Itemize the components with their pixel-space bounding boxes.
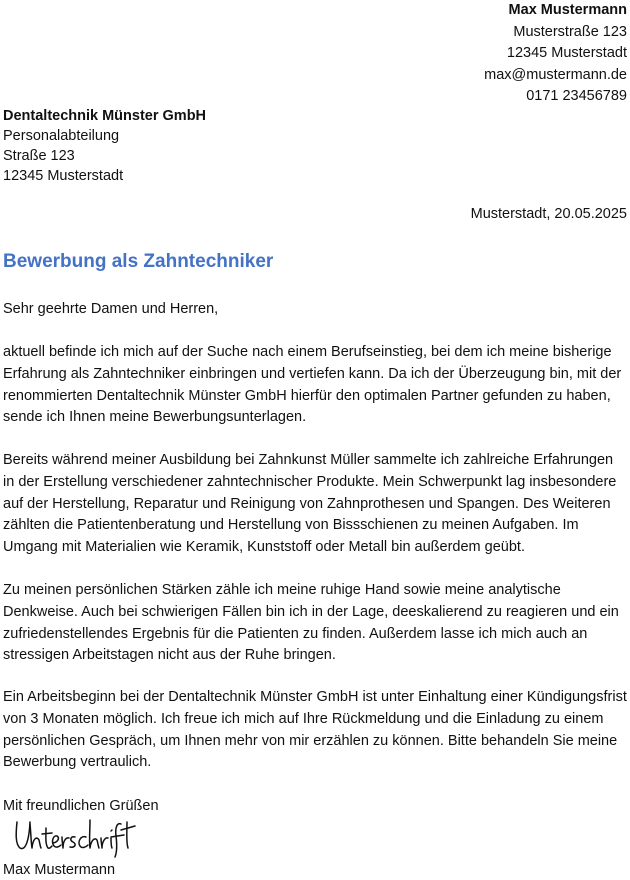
recipient-company: Dentaltechnik Münster GmbH — [3, 108, 207, 124]
letter-subject: Bewerbung als Zahntechniker — [3, 251, 274, 272]
sender-street: Musterstraße 123 — [513, 23, 627, 40]
recipient-department: Personalabteilung — [3, 128, 120, 144]
closing-greeting: Mit freundlichen Grüßen — [3, 798, 159, 814]
sender-email: max@mustermann.de — [484, 66, 627, 83]
body-paragraph-3: Zu meinen persönlichen Stärken zähle ich meine ruhige Hand sowie meine analytische Denkweise. Auch bei schwierigen Fällen bin ich in der Lage, deeskalierend zu reagieren und ein zufriedenstellendes Ergebnis für die Patienten zu finden. Außerdem lasse ich mich auch an stressigen Arbeitstagen nicht aus der Ruhe bringen. — [3, 582, 619, 664]
letter-date: Musterstadt, 20.05.2025 — [470, 206, 627, 222]
sender-address-block — [484, 0, 627, 108]
recipient-city: 12345 Musterstadt — [3, 168, 124, 184]
sender-city: 12345 Musterstadt — [506, 45, 627, 62]
body-paragraph-1: aktuell befinde ich mich auf der Suche nach einem Berufseinstieg, bei dem ich meine bisherige Erfahrung als Zahntechniker einbringen und vertiefen kann. Da ich der Überzeugung bin, mit der renommierten Dentaltechnik Münster GmbH hierfür den optimalen Partner gefunden zu haben, sende ich Ihnen meine Bewerbungsunterlagen. — [3, 344, 622, 426]
body-paragraph-4: Ein Arbeitsbeginn bei der Dentaltechnik Münster GmbH ist unter Einhaltung einer Kündigungsfrist von 3 Monaten möglich. Ich freue ich mich auf Ihre Rückmeldung und die Einladung zu einem persönlichen Gespräch, um Ihnen mehr von mir erzählen zu können. Bitte behandeln Sie meine Bewerbung vertraulich. — [3, 689, 627, 771]
salutation: Sehr geehrte Damen und Herren, — [3, 301, 219, 317]
sender-name: Max Mustermann — [508, 2, 627, 18]
sender-phone: 0171 23456789 — [526, 88, 627, 105]
handwritten-signature — [11, 816, 139, 858]
signer-name: Max Mustermann — [3, 862, 116, 878]
recipient-street: Straße 123 — [3, 148, 75, 164]
letter-page — [3, 0, 627, 879]
recipient-address-block — [3, 106, 206, 186]
body-paragraph-2: Bereits während meiner Ausbildung bei Zahnkunst Müller sammelte ich zahlreiche Erfahrungen in der Erstellung verschiedener zahntechnischer Produkte. Mein Schwerpunkt lag insbesondere auf der Herstellung, Reparatur und Reinigung von Zahnprothesen und Spangen. Des Weiteren zählten die Patientenberatung und Herstellung von Bissschienen zu meinen Aufgaben. Im Umgang mit Materialien wie Keramik, Kunststoff oder Metall bin außerdem geübt. — [3, 452, 617, 556]
